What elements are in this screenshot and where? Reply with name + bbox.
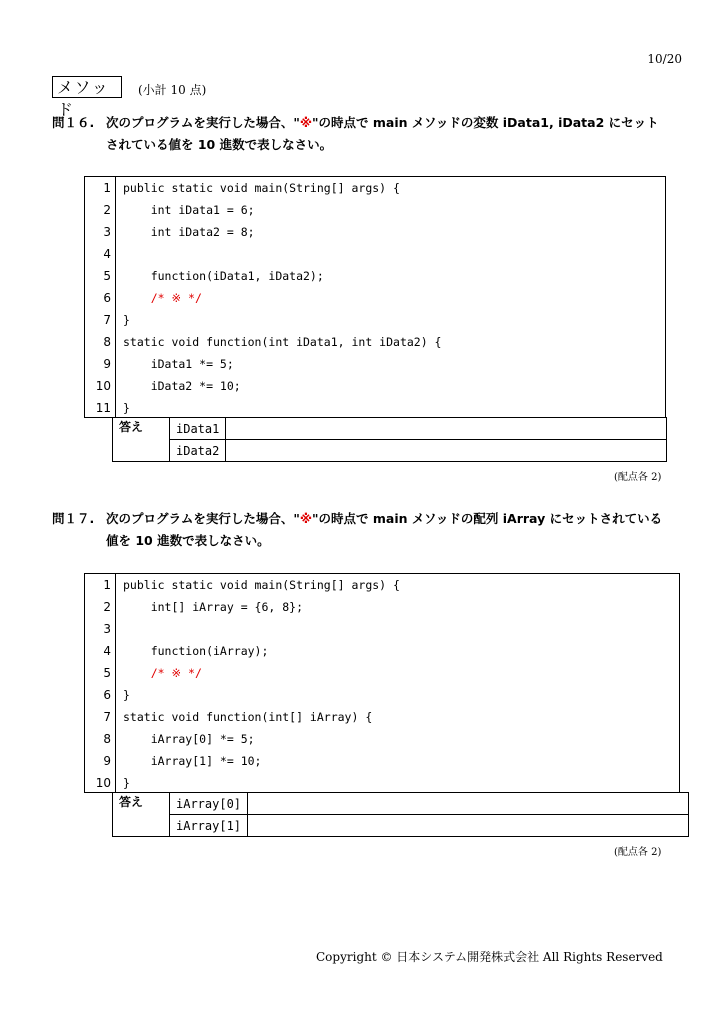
- line-number: 4: [103, 247, 111, 261]
- code-line: [85, 353, 665, 375]
- answer-field[interactable]: [226, 418, 667, 440]
- answer-var: iArray[0]: [170, 793, 248, 815]
- question-number: 問１７.: [52, 511, 95, 526]
- reference-mark: ※: [299, 115, 313, 130]
- code-line: [85, 772, 679, 794]
- code-text: public static void main(String[] args) {: [123, 578, 400, 592]
- line-number: 7: [103, 710, 111, 724]
- code-text: }: [123, 401, 130, 415]
- copyright-footer: Copyright © 日本システム開発株式会社 All Rights Reserved: [316, 950, 663, 964]
- line-number: 5: [103, 666, 111, 680]
- code-text: }: [123, 313, 130, 327]
- code-line: [85, 750, 679, 772]
- question-number: 問１６.: [52, 115, 95, 130]
- code-line: [85, 706, 679, 728]
- code-text: int[] iArray = {6, 8};: [123, 600, 304, 614]
- code-line: [85, 375, 665, 397]
- points-note: (配点各 2): [614, 847, 662, 858]
- line-number: 2: [103, 600, 111, 614]
- code-line: [85, 265, 665, 287]
- code-line: [85, 221, 665, 243]
- line-number: 1: [103, 578, 111, 592]
- code-line: [85, 728, 679, 750]
- question-text: 次のプログラムを実行した場合、": [106, 511, 300, 526]
- answer-field[interactable]: [248, 793, 689, 815]
- code-comment: /* ※ */: [123, 666, 202, 680]
- answer-var: iArray[1]: [170, 815, 248, 837]
- code-line: [85, 662, 679, 684]
- points-note: (配点各 2): [614, 472, 662, 483]
- code-text: iArray[0] *= 5;: [123, 732, 255, 746]
- line-number: 10: [95, 379, 111, 393]
- code-line: [85, 684, 679, 706]
- line-number: 4: [103, 644, 111, 658]
- code-line: [85, 618, 679, 640]
- code-text: iData1 *= 5;: [123, 357, 234, 371]
- code-text: }: [123, 688, 130, 702]
- code-text: int iData2 = 8;: [123, 225, 255, 239]
- code-text: iArray[1] *= 10;: [123, 754, 262, 768]
- line-number: 10: [95, 776, 111, 790]
- code-text: int iData1 = 6;: [123, 203, 255, 217]
- line-number: 9: [103, 357, 111, 371]
- line-number: 1: [103, 181, 111, 195]
- line-number: 5: [103, 269, 111, 283]
- code-text: public static void main(String[] args) {: [123, 181, 400, 195]
- code-comment: /* ※ */: [123, 291, 202, 305]
- answer-field[interactable]: [226, 440, 667, 462]
- line-number: 7: [103, 313, 111, 327]
- answer-var: iData2: [170, 440, 226, 462]
- code-text: static void function(int iData1, int iData2) {: [123, 335, 442, 349]
- question-16: [52, 112, 692, 156]
- question-text-line2: されている値を 10 進数で表しなさい。: [106, 137, 333, 152]
- line-number: 3: [103, 622, 111, 636]
- answer-table: [112, 417, 667, 462]
- line-number: 8: [103, 732, 111, 746]
- page-number: 10/20: [647, 52, 682, 66]
- code-text: }: [123, 776, 130, 790]
- code-text: function(iData1, iData2);: [123, 269, 324, 283]
- code-line: [85, 309, 665, 331]
- code-line: [85, 640, 679, 662]
- code-line: [85, 596, 679, 618]
- reference-mark: ※: [299, 511, 313, 526]
- section-title: メソッド: [52, 76, 122, 98]
- section-subtotal: (小計 10 点): [138, 83, 207, 97]
- question-text-line2: 値を 10 進数で表しなさい。: [106, 533, 270, 548]
- line-number: 3: [103, 225, 111, 239]
- answer-label: 答え: [113, 418, 170, 462]
- code-text: function(iArray);: [123, 644, 269, 658]
- answer-field[interactable]: [248, 815, 689, 837]
- answer-label: 答え: [113, 793, 170, 837]
- code-line: [85, 199, 665, 221]
- question-text-cont: "の時点で main メソッドの変数 iData1, iData2 にセット: [312, 115, 659, 130]
- code-line: [85, 287, 665, 309]
- answer-var: iData1: [170, 418, 226, 440]
- code-line: [85, 331, 665, 353]
- code-listing: [84, 573, 680, 793]
- question-17: [52, 508, 692, 552]
- answer-table: [112, 792, 689, 837]
- line-number: 11: [95, 401, 111, 415]
- code-text: iData2 *= 10;: [123, 379, 241, 393]
- line-number: 6: [103, 291, 111, 305]
- code-text: static void function(int[] iArray) {: [123, 710, 373, 724]
- line-number: 6: [103, 688, 111, 702]
- code-line: [85, 177, 665, 199]
- question-text: 次のプログラムを実行した場合、": [106, 115, 300, 130]
- line-number: 9: [103, 754, 111, 768]
- line-number: 2: [103, 203, 111, 217]
- code-listing: [84, 176, 666, 418]
- question-text-cont: "の時点で main メソッドの配列 iArray にセットされている: [312, 511, 663, 526]
- code-line: [85, 243, 665, 265]
- code-line: [85, 574, 679, 596]
- line-number: 8: [103, 335, 111, 349]
- code-line: [85, 397, 665, 419]
